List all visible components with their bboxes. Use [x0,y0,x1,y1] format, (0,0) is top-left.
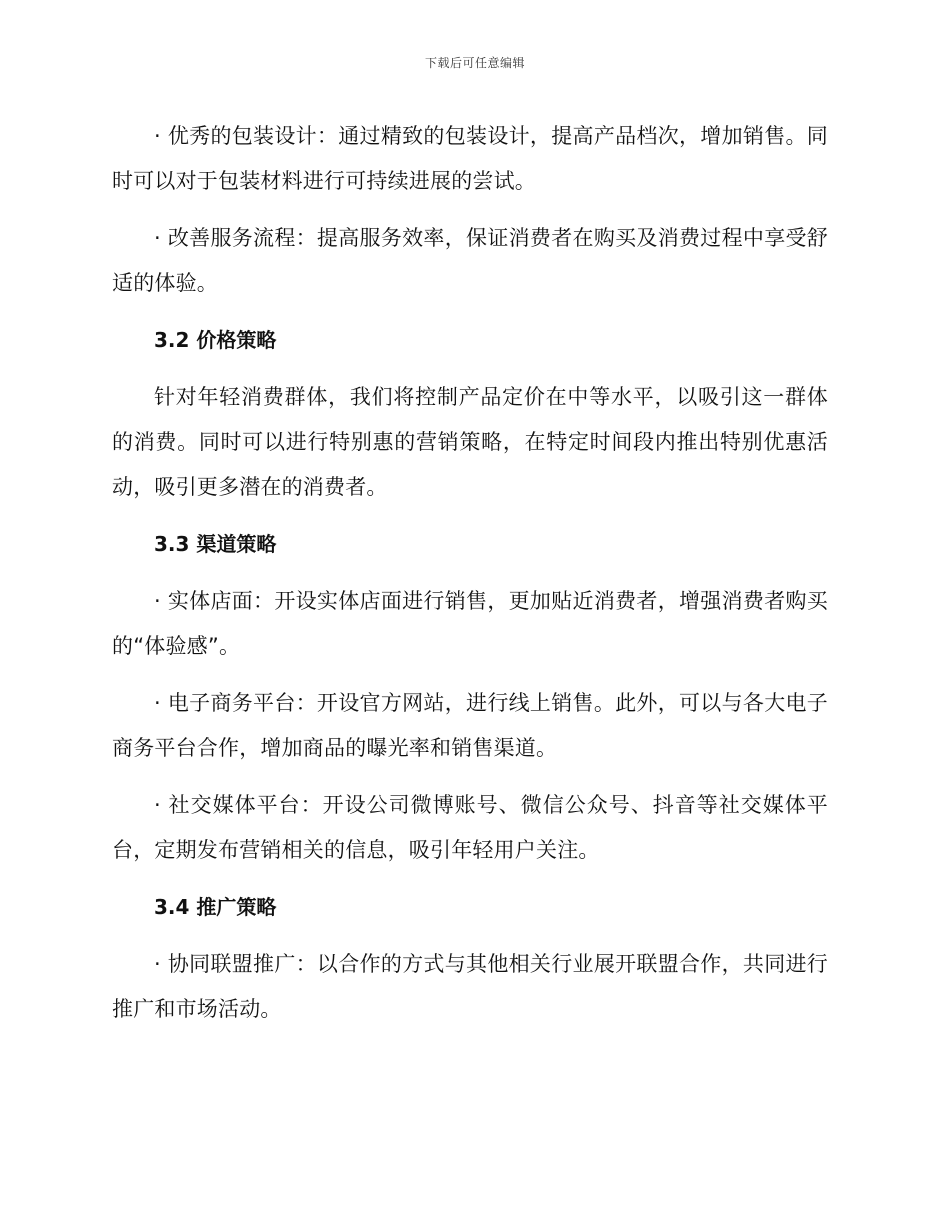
paragraph-physical-store: · 实体店面：开设实体店面进行销售，更加贴近消费者，增强消费者购买的“体验感”。 [112,589,828,658]
page-header: 下载后可任意编辑 [424,56,525,70]
paragraph-ecommerce-platform: · 电子商务平台：开设官方网站，进行线上销售。此外，可以与各大电子商务平台合作，增加商品的曝光率和销售渠道。 [112,691,828,760]
document-body [112,114,828,1032]
heading-channel-strategy: 3.3 渠道策略 [154,532,277,556]
heading-promotion-strategy: 3.4 推广策略 [154,895,277,919]
paragraph-packaging-design: · 优秀的包装设计：通过精致的包装设计，提高产品档次，增加销售。同时可以对于包装材料进行可持续进展的尝试。 [112,124,828,193]
paragraph-alliance-promotion: · 协同联盟推广：以合作的方式与其他相关行业展开联盟合作，共同进行推广和市场活动。 [112,952,828,1021]
heading-price-strategy: 3.2 价格策略 [154,328,277,352]
paragraph-price-strategy: 针对年轻消费群体，我们将控制产品定价在中等水平，以吸引这一群体的消费。同时可以进行特别惠的营销策略，在特定时间段内推出特别优惠活动，吸引更多潜在的消费者。 [112,385,828,499]
paragraph-social-media: · 社交媒体平台：开设公司微博账号、微信公众号、抖音等社交媒体平台，定期发布营销相关的信息，吸引年轻用户关注。 [112,793,828,862]
paragraph-service-process: · 改善服务流程：提高服务效率，保证消费者在购买及消费过程中享受舒适的体验。 [112,226,828,295]
